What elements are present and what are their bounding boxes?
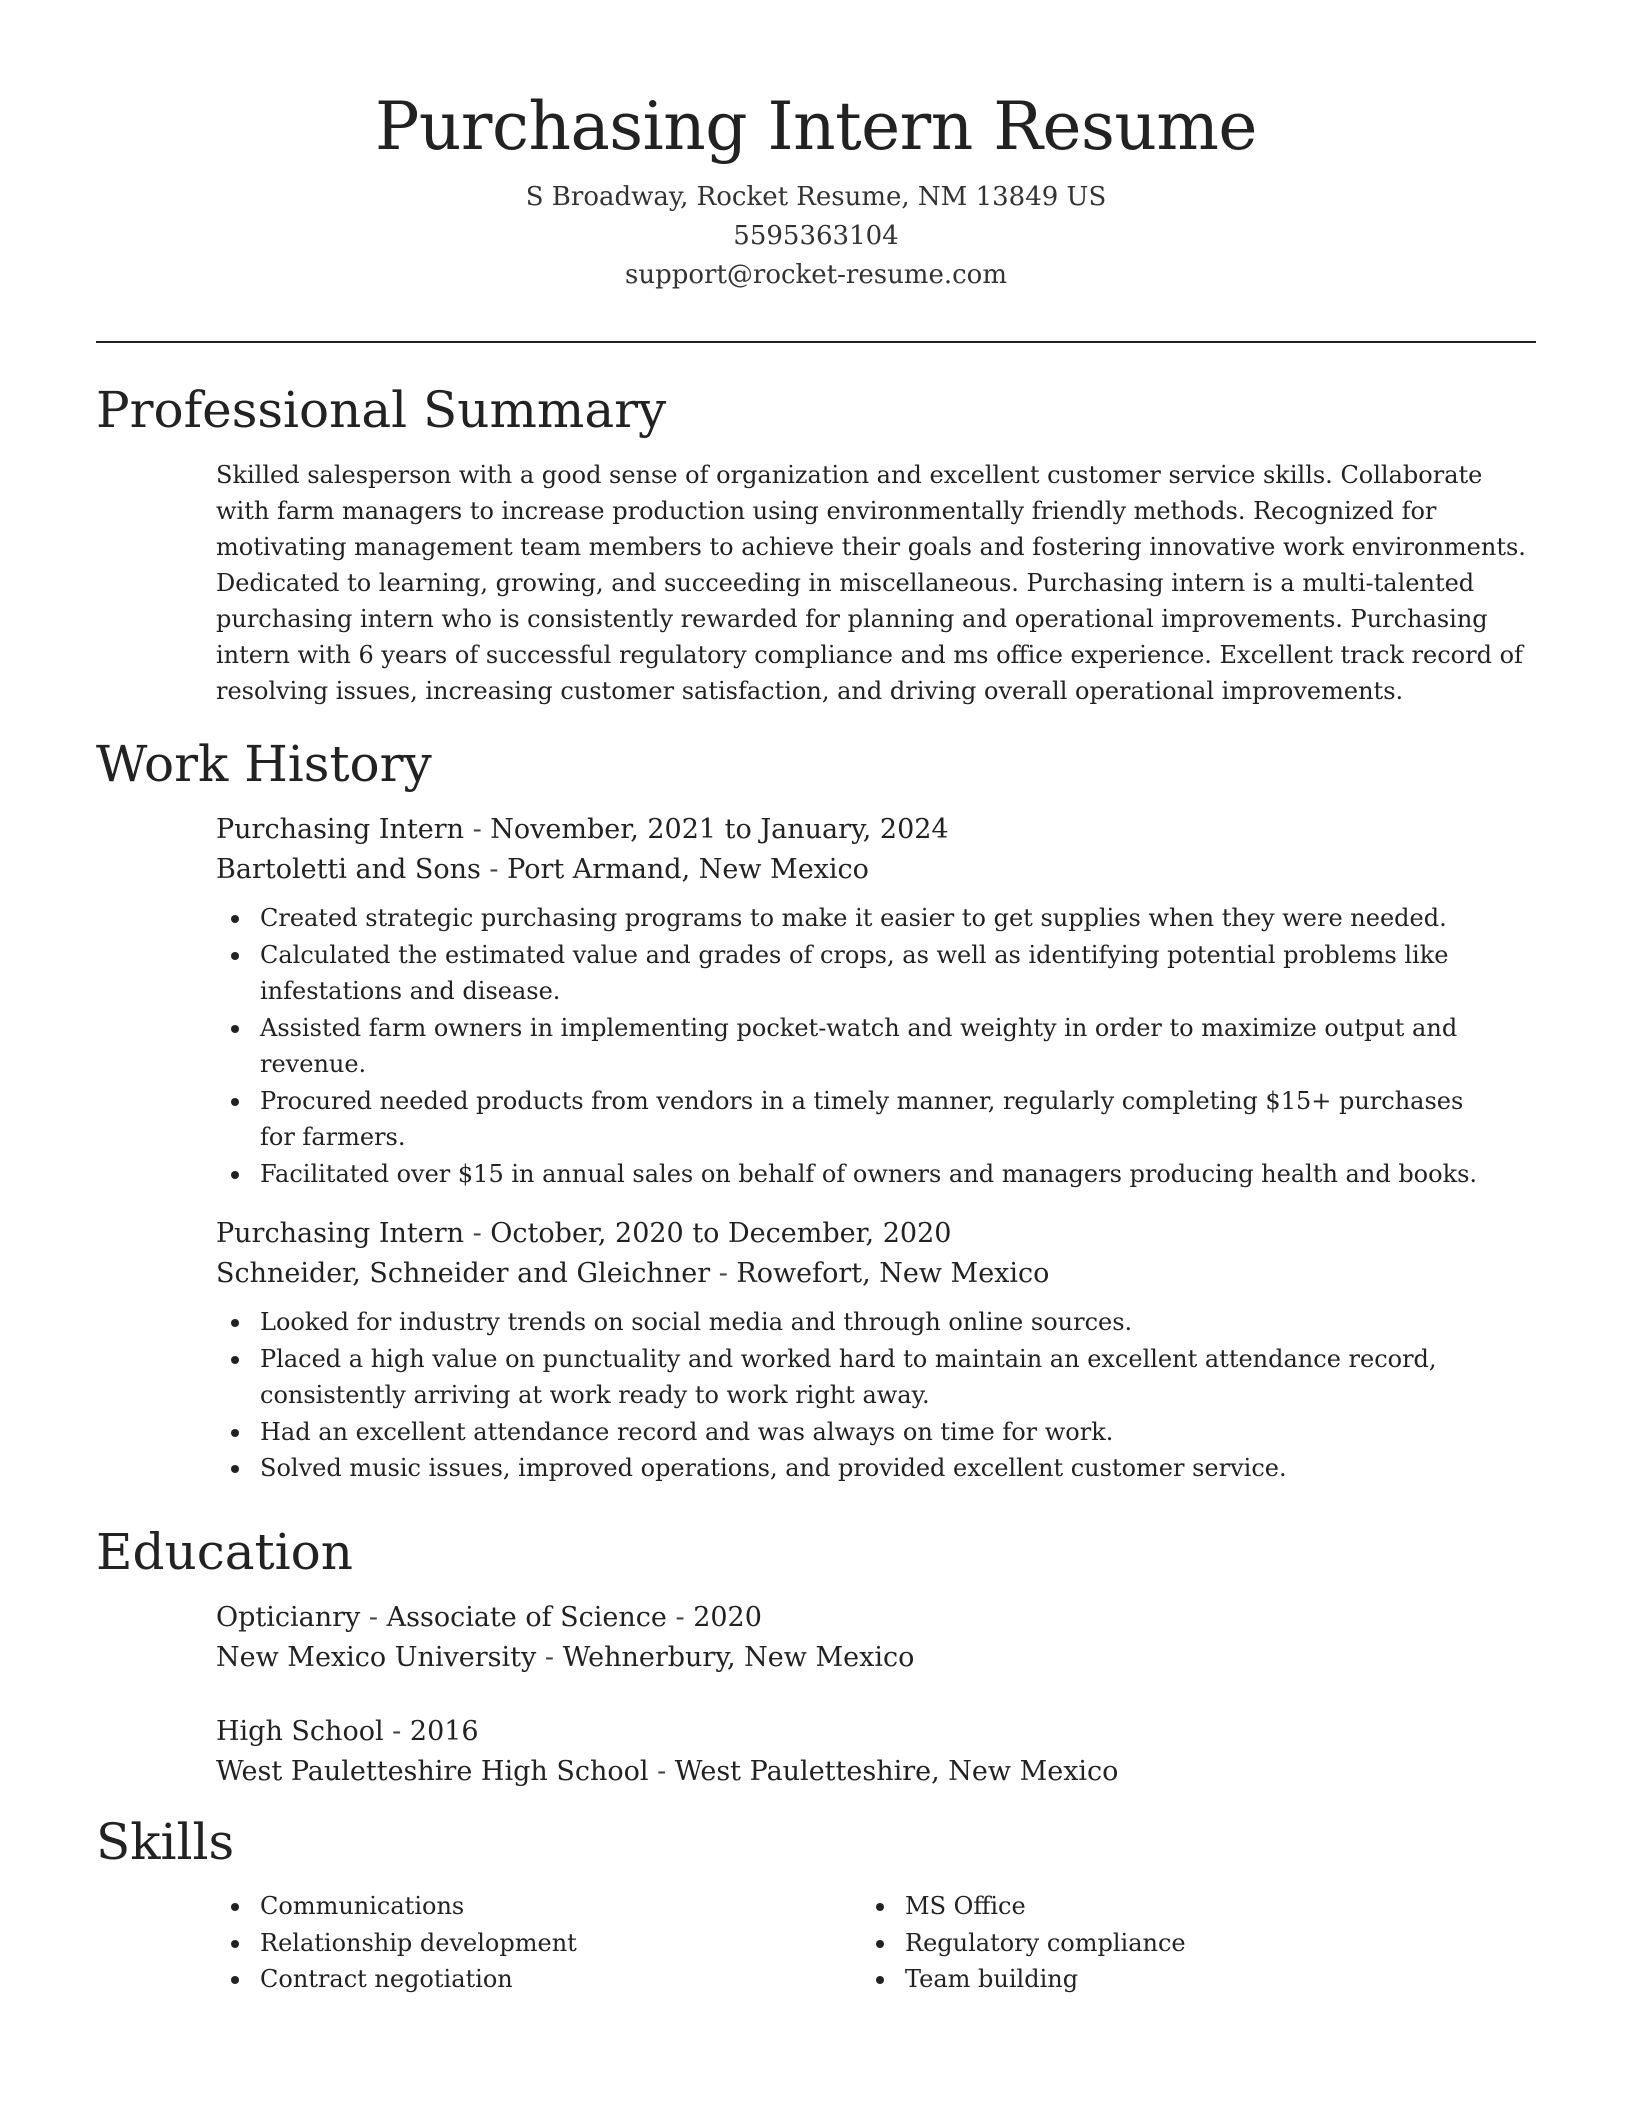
summary-heading: Professional Summary (96, 381, 667, 439)
education-section (216, 1598, 1536, 1826)
header-divider (96, 341, 1536, 343)
skills-column-right (861, 1888, 1506, 1998)
summary-text: Skilled salesperson with a good sense of organization and excellent customer service skills. Collaborate with farm managers to increase production using environmentally friendly methods. Recognized for motivating management team members to achieve their goals and fostering innovative work environments. Dedicated to learning, growing, and succeeding in miscellaneous. Purchasing intern is a multi-talented purchasing intern who is consistently rewarded for planning and operational improvements. Purchasing intern with 6 years of successful regulatory compliance and ms office experience. Excellent track record of resolving issues, increasing customer satisfaction, and driving overall operational improvements. (216, 461, 1526, 705)
contact-phone: 5595363104 (733, 221, 899, 251)
skill-item: Communications (260, 1888, 861, 1925)
bullet-item: Solved music issues, improved operations, and provided excellent customer service. (260, 1450, 1536, 1487)
job-dates: November, 2021 to January, 2024 (490, 814, 949, 845)
job-company-line (216, 850, 1536, 890)
summary-section (216, 457, 1536, 709)
separator: - (648, 1756, 675, 1787)
education-entry (216, 1712, 1536, 1792)
education-location: West Pauletteshire, New Mexico (674, 1756, 1119, 1787)
separator: - (710, 1258, 737, 1289)
resume-header (96, 82, 1536, 295)
bullet-item: Calculated the estimated value and grades of crops, as well as identifying potential problems like infestations and disease. (260, 937, 1536, 1010)
skill-item: Team building (905, 1961, 1506, 1998)
skill-item: Relationship development (260, 1925, 861, 1962)
bullet-item: Had an excellent attendance record and was always on time for work. (260, 1414, 1536, 1451)
education-degree-line (216, 1598, 1536, 1638)
work-history-section (216, 810, 1536, 1487)
job-bullets (216, 1304, 1536, 1487)
separator: - (666, 1602, 694, 1633)
education-degree: Associate of Science (386, 1602, 667, 1633)
work-history-heading: Work History (96, 735, 432, 793)
skill-item: Contract negotiation (260, 1961, 861, 1998)
job-location: Port Armand, New Mexico (507, 854, 869, 885)
bullet-item: Placed a high value on punctuality and worked hard to maintain an excellent attendance record, consistently arriving at work ready to work right away. (260, 1341, 1536, 1414)
job-location: Rowefort, New Mexico (736, 1258, 1050, 1289)
job-bullets (216, 900, 1536, 1192)
skill-item: MS Office (905, 1888, 1506, 1925)
skills-grid (216, 1888, 1536, 1998)
education-field: High School (216, 1716, 384, 1747)
education-year: 2020 (693, 1602, 762, 1633)
job-title-line (216, 1214, 1536, 1254)
bullet-item: Looked for industry trends on social media and through online sources. (260, 1304, 1536, 1341)
contact-address: S Broadway, Rocket Resume, NM 13849 US (525, 182, 1107, 212)
bullet-item: Procured needed products from vendors in a timely manner, regularly completing $15+ purchases for farmers. (260, 1083, 1536, 1156)
job-company: Bartoletti and Sons (216, 854, 481, 885)
skills-column-left (216, 1888, 861, 1998)
separator: - (536, 1642, 563, 1673)
job-entry (216, 810, 1536, 1192)
skill-item: Regulatory compliance (905, 1925, 1506, 1962)
skills-list-left (216, 1888, 861, 1998)
skills-heading: Skills (96, 1813, 235, 1871)
job-dates: October, 2020 to December, 2020 (490, 1218, 952, 1249)
education-heading: Education (96, 1523, 353, 1581)
separator: - (360, 1602, 387, 1633)
resume-title: Purchasing Intern Resume (375, 88, 1257, 165)
job-company: Schneider, Schneider and Gleichner (216, 1258, 711, 1289)
bullet-item: Assisted farm owners in implementing pocket-watch and weighty in order to maximize output and revenue. (260, 1010, 1536, 1083)
job-company-line (216, 1254, 1536, 1294)
separator: - (464, 1218, 491, 1249)
education-field: Opticianry (216, 1602, 361, 1633)
job-entry (216, 1214, 1536, 1487)
skills-list-right (861, 1888, 1506, 1998)
bullet-item: Created strategic purchasing programs to make it easier to get supplies when they were needed. (260, 900, 1536, 937)
contact-info (96, 178, 1536, 295)
education-location: Wehnerbury, New Mexico (562, 1642, 915, 1673)
separator: - (464, 814, 491, 845)
education-school-line (216, 1638, 1536, 1678)
separator: - (480, 854, 508, 885)
education-school: West Pauletteshire High School (216, 1756, 649, 1787)
skills-section (216, 1888, 1536, 1998)
job-title-line (216, 810, 1536, 850)
bullet-item: Facilitated over $15 in annual sales on behalf of owners and managers producing health and books. (260, 1156, 1536, 1193)
education-school-line (216, 1752, 1536, 1792)
education-school: New Mexico University (216, 1642, 537, 1673)
education-entry (216, 1598, 1536, 1678)
job-title: Purchasing Intern (216, 814, 464, 845)
contact-email: support@rocket-resume.com (624, 260, 1007, 290)
separator: - (383, 1716, 410, 1747)
education-year: 2016 (409, 1716, 479, 1747)
education-degree-line (216, 1712, 1536, 1752)
job-title: Purchasing Intern (216, 1218, 464, 1249)
